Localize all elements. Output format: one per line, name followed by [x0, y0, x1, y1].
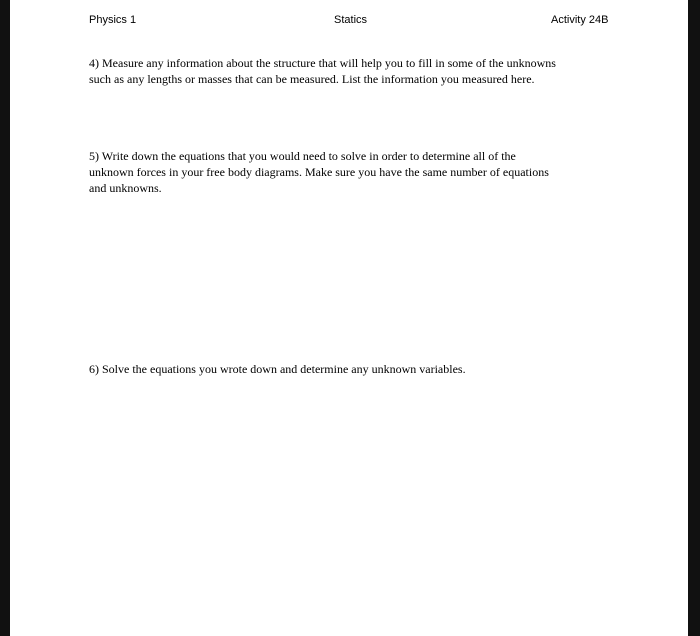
question-6-line: 6) Solve the equations you wrote down and determine any unknown variables.: [89, 362, 466, 376]
header-course: Physics 1: [89, 14, 137, 26]
header-activity: Activity 24B: [551, 14, 609, 26]
question-5-line: 5) Write down the equations that you would need to solve in order to determine all of the: [89, 149, 516, 163]
question-5-line: and unknowns.: [89, 181, 162, 195]
right-dark-edge: [688, 0, 700, 636]
question-6: [89, 361, 619, 377]
question-4-line: 4) Measure any information about the structure that will help you to fill in some of the unknowns: [89, 56, 556, 70]
question-5: [89, 148, 619, 196]
header-topic: Statics: [334, 14, 368, 26]
question-5-line: unknown forces in your free body diagrams. Make sure you have the same number of equations: [89, 165, 549, 179]
question-4: [89, 55, 619, 87]
left-dark-edge: [0, 0, 10, 636]
question-4-line: such as any lengths or masses that can be measured. List the information you measured here.: [89, 72, 535, 86]
